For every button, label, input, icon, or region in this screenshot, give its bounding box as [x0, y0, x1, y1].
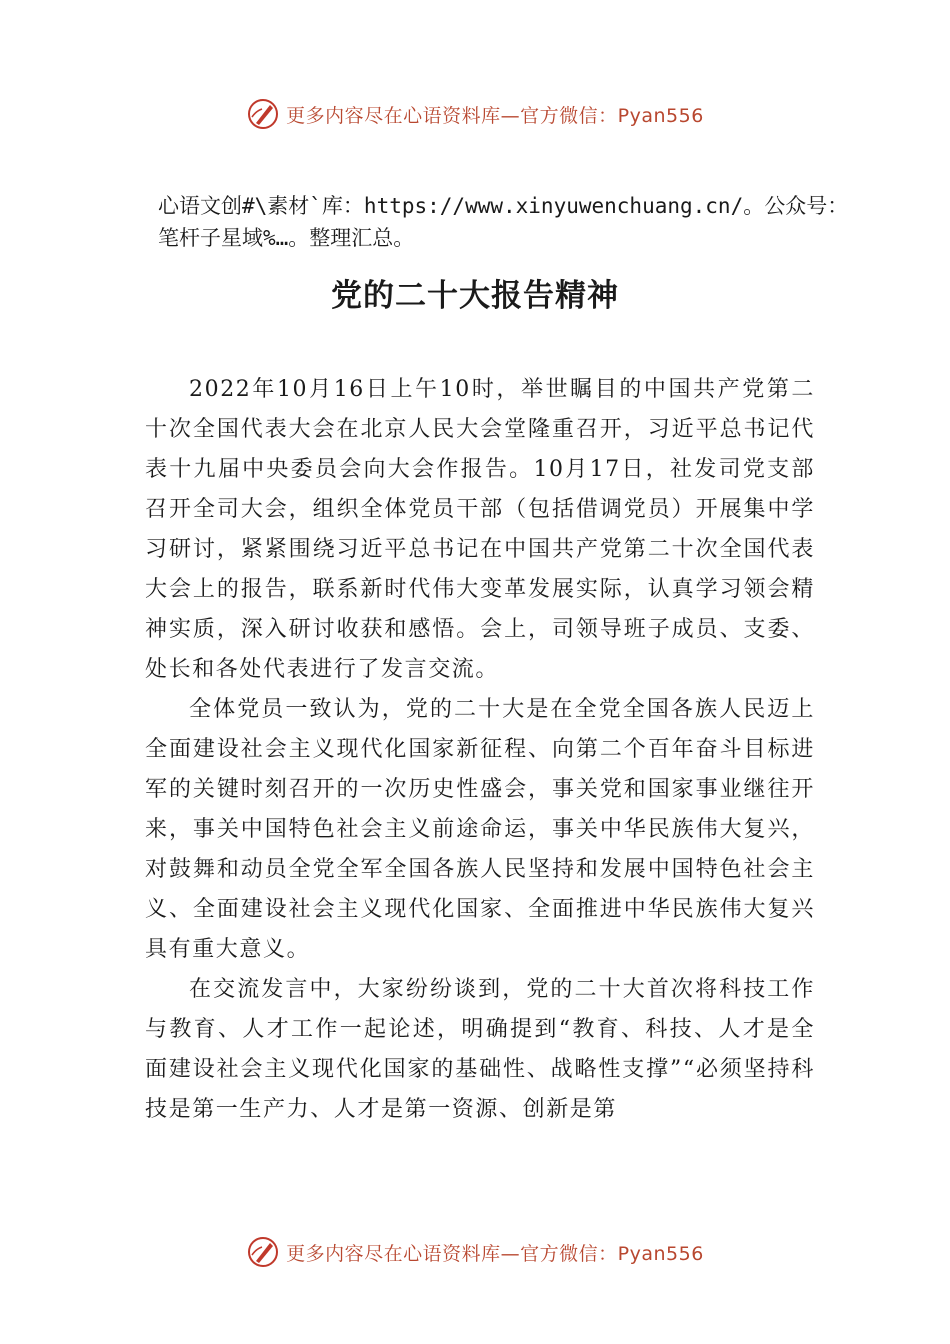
- header-promo-text: 更多内容尽在心语资料库—官方微信：Pyan556: [286, 104, 704, 127]
- source-note: 心语文创#\素材`库：https://www.xinyuwenchuang.cn/。公众号：笔杆子星域%…。整理汇总。: [158, 194, 849, 250]
- document-title: 党的二十大报告精神: [331, 278, 619, 314]
- footer-banner: [0, 1232, 950, 1272]
- paragraph: 全体党员一致认为，党的二十大是在全党全国各族人民迈上全面建设社会主义现代化国家新征程、向第二个百年奋斗目标进军的关键时刻召开的一次历史性盛会，事关党和国家事业继往开来，事关中国特色社会主义前途命运，事关中华民族伟大复兴，对鼓舞和动员全党全军全国各族人民坚持和发展中国特色社会主义、全面建设社会主义现代化国家、全面推进中华民族伟大复兴具有重大意义。: [145, 697, 815, 962]
- header-banner: [0, 94, 950, 134]
- quill-logo-icon: [246, 1235, 280, 1269]
- quill-logo-icon: [246, 97, 280, 131]
- footer-wechat-id: Pyan556: [617, 1242, 704, 1265]
- paragraph: 2022年10月16日上午10时，举世瞩目的中国共产党第二十次全国代表大会在北京人民大会堂隆重召开，习近平总书记代表十九届中央委员会向大会作报告。10月17日，社发司党支部召开全司大会，组织全体党员干部（包括借调党员）开展集中学习研讨，紧紧围绕习近平总书记在中国共产党第二十次全国代表大会上的报告，联系新时代伟大变革发展实际，认真学习领会精神实质，深入研讨收获和感悟。会上，司领导班子成员、支委、处长和各处代表进行了发言交流。: [145, 377, 815, 682]
- footer-promo-text: 更多内容尽在心语资料库—官方微信：Pyan556: [286, 1242, 704, 1265]
- header-wechat-id: Pyan556: [617, 104, 704, 127]
- document-body: [145, 370, 815, 1130]
- paragraph: 在交流发言中，大家纷纷谈到，党的二十大首次将科技工作与教育、人才工作一起论述，明确提到“教育、科技、人才是全面建设社会主义现代化国家的基础性、战略性支撑”“必须坚持科技是第一生产力、人才是第一资源、创新是第: [145, 977, 815, 1122]
